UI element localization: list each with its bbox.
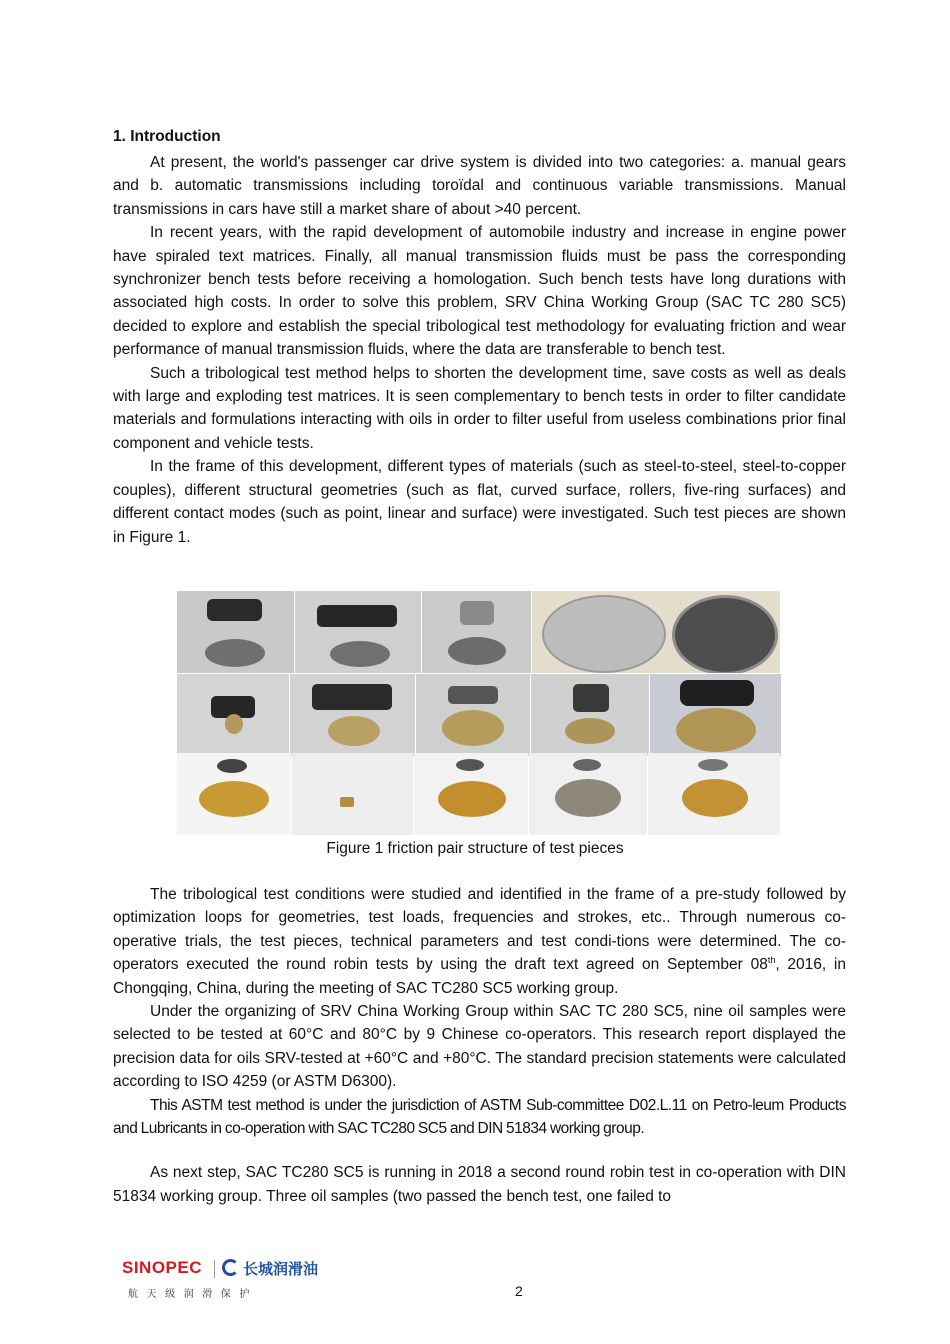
photo-ball-on-brass-disc <box>177 674 289 756</box>
photo-labeled-pair-4 <box>529 753 647 835</box>
photo-cup-on-brass-disc <box>650 674 781 756</box>
footer-logo <box>122 1258 352 1304</box>
page-number: 2 <box>515 1283 523 1299</box>
conditions-text-a: The tribological test conditions were studied and identified in the frame of a pre-study followed by optimization loops for geometries, test loads, frequencies and strokes, etc.. Through numerous co-operative trials, the test pieces, technical parameters and test condi-tions were determined. The co-operators executed the round robin tests by using the draft text agreed on September 08 <box>113 886 846 974</box>
photo-labeled-pair-1 <box>177 753 291 835</box>
sinopec-wordmark: SINOPEC <box>122 1258 203 1277</box>
continuation-section <box>113 883 846 1208</box>
figure-test-pieces <box>177 591 781 835</box>
photo-ball-on-disc <box>177 591 294 673</box>
intro-paragraph-4: In the frame of this development, different types of materials (such as steel-to-steel, steel-to-copper couples), different structural geometries (such as flat, curved surface, rollers, five-ring surfaces) and different contact modes (such as point, linear and surface) were investigated. Such test pieces are shown in Figure 1. <box>113 458 846 546</box>
jurisdiction-paragraph: This ASTM test method is under the jurisdiction of ASTM Sub-committee D02.L.11 on Petro-leum Products and Lubricants in co-operation with SAC TC280 SC5 and DIN 51834 working group. <box>113 1096 846 1138</box>
ordinal-superscript: th <box>767 955 776 966</box>
figure-caption: Figure 1 friction pair structure of test pieces <box>326 840 624 857</box>
introduction-section <box>113 126 846 549</box>
intro-paragraph-3: Such a tribological test method helps to shorten the development time, save costs as well as deals with large and exploding test matrices. It is seen complementary to bench tests in order to filter candidate materials and formulations interacting with oils in order to filter useful from useless combinations prior final component and vehicle tests. <box>113 364 846 452</box>
photo-five-ring-surface <box>532 591 780 673</box>
section-heading: 1. Introduction <box>113 128 221 145</box>
footer-slogan: 航 天 级 润 滑 保 护 <box>128 1289 251 1300</box>
figure-row-3 <box>177 753 780 835</box>
figure-row-2 <box>177 674 781 756</box>
photo-labeled-pair-3 <box>414 753 528 835</box>
photo-labeled-pair-5 <box>648 753 780 835</box>
great-wall-swirl-icon <box>222 1259 239 1276</box>
conditions-text-b: , 2016, in Chongqing, China, during the meeting of SAC TC280 SC5 working group. <box>113 956 846 997</box>
organizing-paragraph: Under the organizing of SRV China Working Group within SAC TC 280 SC5, nine oil samples were selected to be tested at 60°C and 80°C by 9 Chinese co-operators. This research report displayed the precision data for oils SRV-tested at +60°C and +80°C. The standard precision statements were calculated according to ISO 4259 (or ASTM D6300). <box>113 1003 846 1091</box>
photo-cylinder-on-disc <box>295 591 421 673</box>
photo-ring-on-brass-disc <box>416 674 530 756</box>
photo-ring-on-disc <box>422 591 531 673</box>
conditions-paragraph <box>113 883 846 1000</box>
intro-paragraph-2: In recent years, with the rapid development of automobile industry and increase in engine power have spiraled text matrices. Finally, all manual transmission fluids must be pass the corresponding synchronizer bench tests before receiving a homologation. Such bench tests have long durations with associated high costs. In order to solve this problem, SRV China Working Group (SAC TC 280 SC5) decided to explore and establish the special tribological test methodology for evaluating friction and wear performance of manual transmission fluids, where the data are transferable to bench test. <box>113 224 846 359</box>
figure-row-1 <box>177 591 780 673</box>
next-step-paragraph: As next step, SAC TC280 SC5 is running in 2018 a second round robin test in co-operation with DIN 51834 working group. Three oil samples (two passed the bench test, one failed to <box>113 1164 846 1205</box>
photo-roller-on-brass-disc <box>531 674 649 756</box>
photo-labeled-pair-2 <box>292 753 413 835</box>
logo-divider <box>214 1260 215 1278</box>
photo-cylinder-on-brass-disc <box>290 674 415 756</box>
great-wall-cn-name: 长城润滑油 <box>243 1261 319 1278</box>
intro-paragraph-1: At present, the world's passenger car drive system is divided into two categories: a. manual gears and b. automatic transmissions including toroïdal and continuous variable transmissions. Manual transmissions in cars have still a market share of about >40 percent. <box>113 154 846 218</box>
